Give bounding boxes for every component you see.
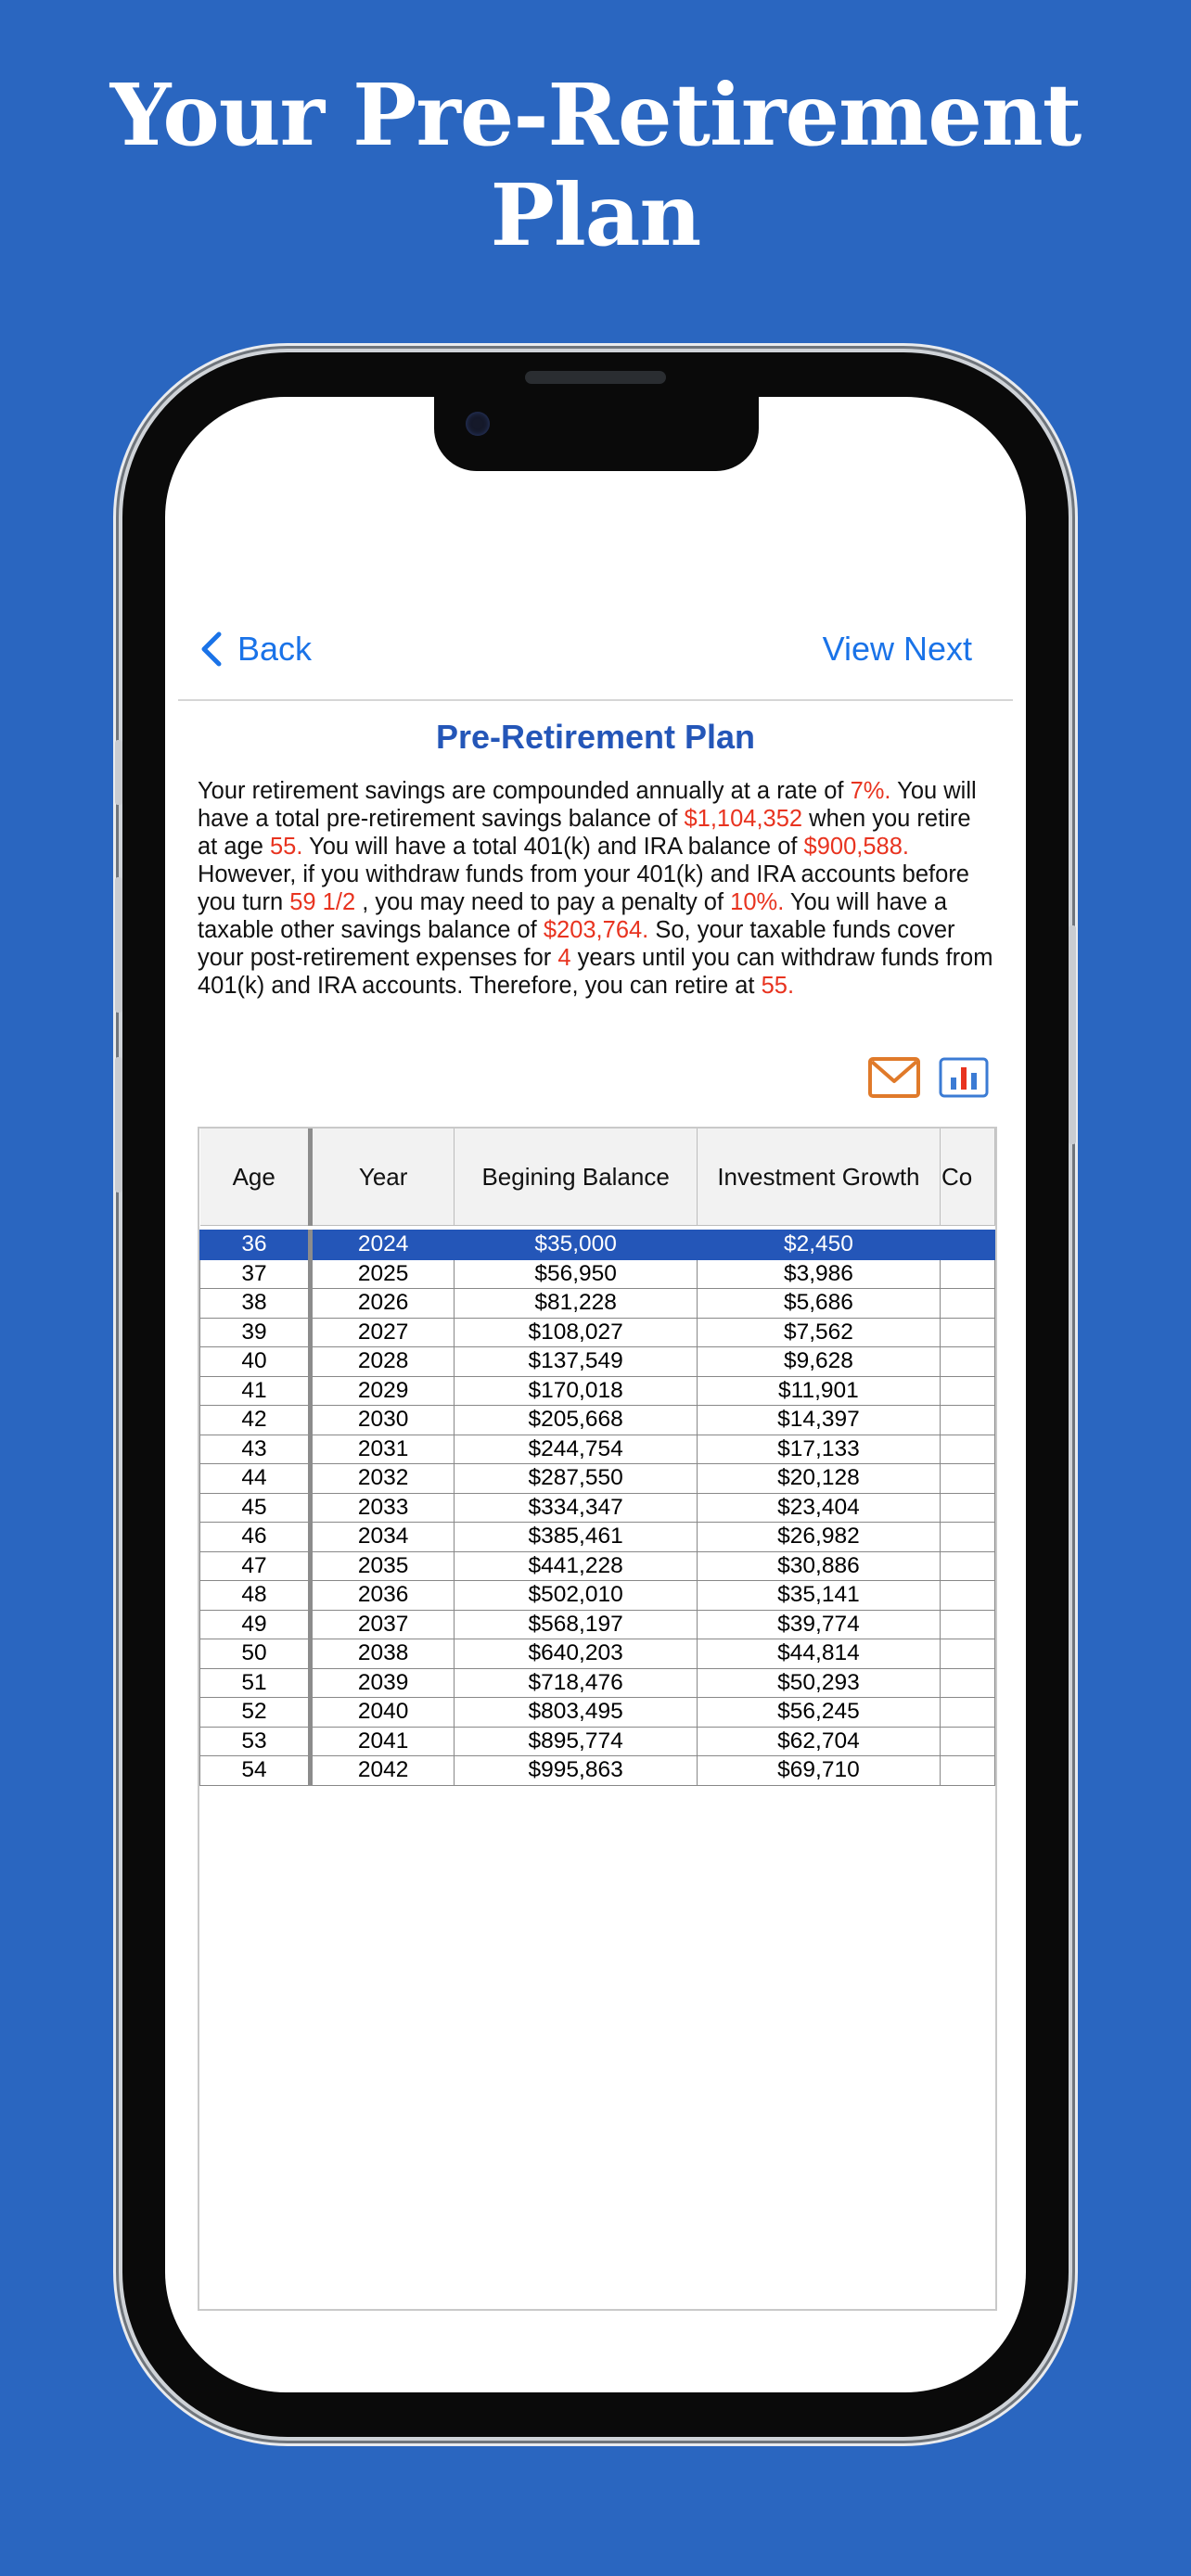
cell-year: 2028 xyxy=(310,1347,455,1377)
table-row[interactable] xyxy=(200,1289,995,1319)
cell-investment-growth: $35,141 xyxy=(697,1581,940,1611)
cell-contribution xyxy=(940,1551,994,1581)
cell-beginning-balance: $287,550 xyxy=(455,1464,697,1494)
cell-investment-growth: $9,628 xyxy=(697,1347,940,1377)
plan-data-table xyxy=(199,1129,995,1786)
cell-year: 2030 xyxy=(310,1406,455,1435)
cell-investment-growth: $44,814 xyxy=(697,1639,940,1669)
cell-beginning-balance: $718,476 xyxy=(455,1668,697,1698)
banner-title: Your Pre-Retirement Plan xyxy=(109,65,1082,265)
table-row[interactable] xyxy=(200,1698,995,1728)
cell-contribution xyxy=(940,1406,994,1435)
cell-investment-growth: $7,562 xyxy=(697,1318,940,1347)
cell-age: 46 xyxy=(200,1523,311,1552)
cell-year: 2027 xyxy=(310,1318,455,1347)
cell-beginning-balance: $441,228 xyxy=(455,1551,697,1581)
cell-contribution xyxy=(940,1756,994,1786)
cell-investment-growth: $30,886 xyxy=(697,1551,940,1581)
plan-summary: Your retirement savings are compounded annually at a rate of 7%. You will have a total pre-retirement savings balance of $1,104,352 when you retire at age 55. You will have a total 401(k) and IRA balance of $900,588. However, if you withdraw funds from your 401(k) and IRA accounts before you turn 59 1/2 , you may need to pay a penalty of 10%. You will have a taxable other savings balance of $203,764. So, your taxable funds cover your post-retirement expenses for 4 years until you can withdraw funds from 401(k) and IRA accounts. Therefore, you can retire at 55. xyxy=(198,778,993,999)
cell-age: 49 xyxy=(200,1610,311,1639)
table-row[interactable] xyxy=(200,1376,995,1406)
cell-year: 2033 xyxy=(310,1493,455,1523)
header-beginning-balance[interactable]: Begining Balance xyxy=(455,1129,697,1226)
cell-year: 2032 xyxy=(310,1464,455,1494)
cell-beginning-balance: $502,010 xyxy=(455,1581,697,1611)
plan-table[interactable] xyxy=(198,1127,997,2311)
cell-age: 44 xyxy=(200,1464,311,1494)
cell-investment-growth: $39,774 xyxy=(697,1610,940,1639)
chart-button[interactable] xyxy=(939,1057,989,1103)
cell-contribution xyxy=(940,1318,994,1347)
header-age[interactable]: Age xyxy=(200,1129,311,1226)
cell-age: 51 xyxy=(200,1668,311,1698)
cell-contribution xyxy=(940,1435,994,1464)
cell-investment-growth: $2,450 xyxy=(697,1231,940,1260)
cell-age: 39 xyxy=(200,1318,311,1347)
retire-age-value: 55. xyxy=(269,834,303,860)
cell-contribution xyxy=(940,1376,994,1406)
nav-divider xyxy=(178,699,1013,701)
table-header-row xyxy=(200,1129,995,1226)
cell-age: 47 xyxy=(200,1551,311,1581)
bar-chart-icon xyxy=(939,1057,989,1098)
cell-contribution xyxy=(940,1698,994,1728)
cell-contribution xyxy=(940,1581,994,1611)
page-title: Pre-Retirement Plan xyxy=(435,718,756,756)
earpiece-speaker xyxy=(525,371,666,384)
cover-years-value: 4 xyxy=(557,945,571,971)
penalty-age-value: 59 1/2 xyxy=(289,889,356,915)
cell-investment-growth: $56,245 xyxy=(697,1698,940,1728)
cell-year: 2024 xyxy=(310,1231,455,1260)
cell-year: 2039 xyxy=(310,1668,455,1698)
table-row[interactable] xyxy=(200,1231,995,1260)
table-row[interactable] xyxy=(200,1756,995,1786)
cell-investment-growth: $3,986 xyxy=(697,1259,940,1289)
table-row[interactable] xyxy=(200,1406,995,1435)
table-row[interactable] xyxy=(200,1523,995,1552)
volume-down-button xyxy=(115,1057,122,1192)
cell-age: 37 xyxy=(200,1259,311,1289)
cell-beginning-balance: $995,863 xyxy=(455,1756,697,1786)
cell-age: 40 xyxy=(200,1347,311,1377)
cell-investment-growth: $5,686 xyxy=(697,1289,940,1319)
cell-beginning-balance: $205,668 xyxy=(455,1406,697,1435)
cell-beginning-balance: $81,228 xyxy=(455,1289,697,1319)
table-row[interactable] xyxy=(200,1551,995,1581)
cell-contribution xyxy=(940,1259,994,1289)
cell-contribution xyxy=(940,1668,994,1698)
power-button xyxy=(1069,925,1076,1144)
cell-investment-growth: $14,397 xyxy=(697,1406,940,1435)
cell-beginning-balance: $385,461 xyxy=(455,1523,697,1552)
email-icon xyxy=(868,1057,920,1098)
email-button[interactable] xyxy=(868,1057,920,1103)
cell-contribution xyxy=(940,1639,994,1669)
table-body xyxy=(200,1231,995,1786)
table-row[interactable] xyxy=(200,1639,995,1669)
cell-year: 2041 xyxy=(310,1727,455,1756)
cell-investment-growth: $17,133 xyxy=(697,1435,940,1464)
rate-value: 7%. xyxy=(850,778,891,804)
cell-age: 50 xyxy=(200,1639,311,1669)
cell-investment-growth: $69,710 xyxy=(697,1756,940,1786)
cell-contribution xyxy=(940,1231,994,1260)
cell-beginning-balance: $334,347 xyxy=(455,1493,697,1523)
table-row[interactable] xyxy=(200,1347,995,1377)
navigation-bar xyxy=(165,610,1026,699)
cell-age: 53 xyxy=(200,1727,311,1756)
final-age-value: 55. xyxy=(761,973,795,999)
cell-beginning-balance: $170,018 xyxy=(455,1376,697,1406)
table-row[interactable] xyxy=(200,1668,995,1698)
table-row[interactable] xyxy=(200,1610,995,1639)
penalty-rate-value: 10%. xyxy=(730,889,785,915)
cell-investment-growth: $26,982 xyxy=(697,1523,940,1552)
cell-investment-growth: $23,404 xyxy=(697,1493,940,1523)
table-row[interactable] xyxy=(200,1435,995,1464)
total-balance-value: $1,104,352 xyxy=(684,806,803,832)
cell-age: 36 xyxy=(200,1231,311,1260)
chevron-left-icon xyxy=(200,631,223,668)
cell-year: 2025 xyxy=(310,1259,455,1289)
cell-investment-growth: $20,128 xyxy=(697,1464,940,1494)
cell-age: 38 xyxy=(200,1289,311,1319)
cell-year: 2037 xyxy=(310,1610,455,1639)
table-row[interactable] xyxy=(200,1581,995,1611)
cell-investment-growth: $50,293 xyxy=(697,1668,940,1698)
cell-beginning-balance: $137,549 xyxy=(455,1347,697,1377)
silent-switch xyxy=(115,740,122,805)
cell-contribution xyxy=(940,1610,994,1639)
cell-beginning-balance: $35,000 xyxy=(455,1231,697,1260)
cell-contribution xyxy=(940,1493,994,1523)
cell-year: 2035 xyxy=(310,1551,455,1581)
taxable-balance-value: $203,764. xyxy=(543,917,649,943)
table-row[interactable] xyxy=(200,1259,995,1289)
cell-year: 2042 xyxy=(310,1756,455,1786)
cell-age: 42 xyxy=(200,1406,311,1435)
header-contribution[interactable]: Co xyxy=(940,1129,994,1226)
cell-beginning-balance: $803,495 xyxy=(455,1698,697,1728)
cell-year: 2026 xyxy=(310,1289,455,1319)
cell-beginning-balance: $568,197 xyxy=(455,1610,697,1639)
cell-year: 2034 xyxy=(310,1523,455,1552)
cell-contribution xyxy=(940,1523,994,1552)
cell-investment-growth: $11,901 xyxy=(697,1376,940,1406)
cell-year: 2031 xyxy=(310,1435,455,1464)
ira-balance-value: $900,588. xyxy=(803,834,909,860)
cell-investment-growth: $62,704 xyxy=(697,1727,940,1756)
cell-beginning-balance: $895,774 xyxy=(455,1727,697,1756)
cell-contribution xyxy=(940,1347,994,1377)
table-row[interactable] xyxy=(200,1727,995,1756)
header-investment-growth[interactable]: Investment Growth xyxy=(697,1129,940,1226)
cell-beginning-balance: $640,203 xyxy=(455,1639,697,1669)
cell-beginning-balance: $56,950 xyxy=(455,1259,697,1289)
volume-up-button xyxy=(115,877,122,1013)
table-row[interactable] xyxy=(200,1493,995,1523)
header-year[interactable]: Year xyxy=(310,1129,455,1226)
cell-year: 2029 xyxy=(310,1376,455,1406)
phone-screen xyxy=(165,397,1026,2392)
cell-year: 2036 xyxy=(310,1581,455,1611)
table-row[interactable] xyxy=(200,1318,995,1347)
cell-year: 2038 xyxy=(310,1639,455,1669)
cell-age: 43 xyxy=(200,1435,311,1464)
cell-contribution xyxy=(940,1727,994,1756)
cell-age: 41 xyxy=(200,1376,311,1406)
cell-age: 54 xyxy=(200,1756,311,1786)
cell-age: 45 xyxy=(200,1493,311,1523)
cell-year: 2040 xyxy=(310,1698,455,1728)
cell-beginning-balance: $108,027 xyxy=(455,1318,697,1347)
front-camera xyxy=(466,412,490,436)
cell-age: 48 xyxy=(200,1581,311,1611)
view-next-button[interactable]: View Next xyxy=(822,630,972,668)
table-row[interactable] xyxy=(200,1464,995,1494)
cell-age: 52 xyxy=(200,1698,311,1728)
cell-contribution xyxy=(940,1464,994,1494)
back-button[interactable] xyxy=(200,621,312,677)
cell-beginning-balance: $244,754 xyxy=(455,1435,697,1464)
back-label: Back xyxy=(237,630,313,668)
cell-contribution xyxy=(940,1289,994,1319)
